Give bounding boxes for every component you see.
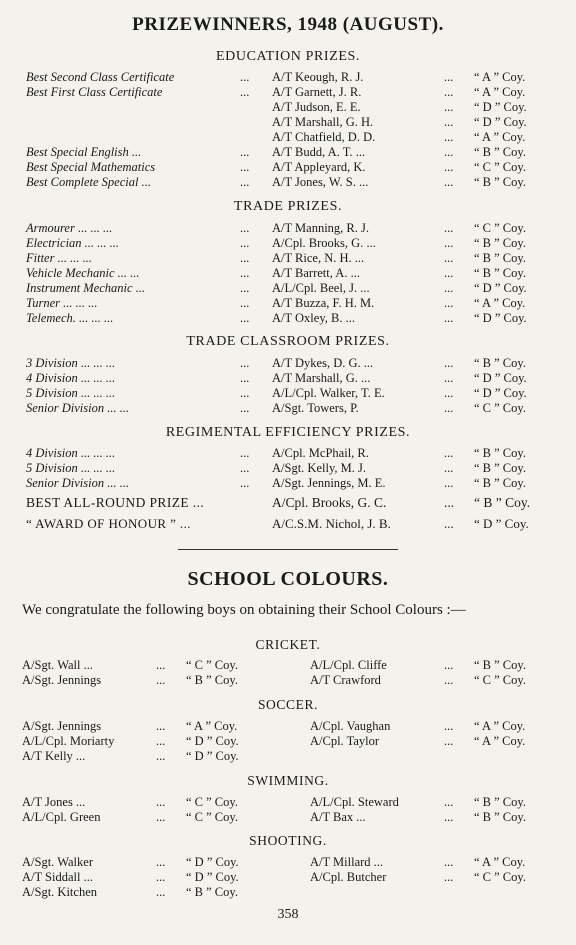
colours-row: A/Sgt. Walker ... “ D ” Coy. A/T Millard ... ... “ A ” Coy. xyxy=(22,855,526,869)
prize-row: Best Complete Special ... ... A/T Jones, W. S. ... ... “ B ” Coy. xyxy=(26,175,526,189)
prize-row: 4 Division ... ... ... ... A/T Marshall, G. ... ... “ D ” Coy. xyxy=(26,371,527,385)
school-colours-heading: SCHOOL COLOURS. xyxy=(187,568,389,590)
prize-row: A/T Chatfield, D. D. ... “ A ” Coy. xyxy=(272,130,526,144)
prize-row: Best Special Mathematics ... A/T Appleyard, K. ... “ C ” Coy. xyxy=(26,160,526,174)
page-title: PRIZEWINNERS, 1948 (AUGUST). xyxy=(132,14,444,35)
section-heading-education: EDUCATION PRIZES. xyxy=(216,49,360,64)
prize-row: Telemech. ... ... ... ... A/T Oxley, B. ... ... “ D ” Coy. xyxy=(26,311,527,325)
prize-row: Electrician ... ... ... ... A/Cpl. Brooks, G. ... ... “ B ” Coy. xyxy=(26,236,526,250)
section-heading-regimental: REGIMENTAL EFFICIENCY PRIZES. xyxy=(165,425,411,440)
prize-row: Armourer ... ... ... ... A/T Manning, R. J. ... “ C ” Coy. xyxy=(26,221,526,235)
prize-row: 5 Division ... ... ... ... A/Sgt. Kelly, M. J. ... “ B ” Coy. xyxy=(26,461,526,475)
prize-row: Best First Class Certificate ... A/T Garnett, J. R. ... “ A ” Coy. xyxy=(26,85,526,99)
colours-row: A/Sgt. Jennings ... “ B ” Coy. A/T Crawford ... “ C ” Coy. xyxy=(22,673,526,687)
prize-row: Senior Division ... ... ... A/Sgt. Towers, P. ... “ C ” Coy. xyxy=(26,401,526,415)
category-heading-soccer: SOCCER. xyxy=(257,697,319,712)
colours-row: A/L/Cpl. Moriarty ... “ D ” Coy. A/Cpl. Taylor ... “ A ” Coy. xyxy=(22,734,526,748)
prize-row: Best Second Class Certificate ... A/T Keough, R. J. ... “ A ” Coy. xyxy=(26,70,526,84)
prize-row: Senior Division ... ... ... A/Sgt. Jennings, M. E. ... “ B ” Coy. xyxy=(26,476,526,490)
colours-row: A/Sgt. Kitchen ... “ B ” Coy. xyxy=(22,885,238,899)
prize-row: 5 Division ... ... ... ... A/L/Cpl. Walker, T. E. ... “ D ” Coy. xyxy=(26,386,527,400)
colours-row: A/Sgt. Wall ... ... “ C ” Coy. A/L/Cpl. Cliffe ... “ B ” Coy. xyxy=(22,658,526,672)
prize-row: Instrument Mechanic ... ... A/L/Cpl. Beel, J. ... ... “ D ” Coy. xyxy=(26,281,527,295)
school-colours-intro: We congratulate the following boys on obtaining their School Colours :— xyxy=(22,602,466,618)
category-heading-cricket: CRICKET. xyxy=(255,637,321,652)
prize-row: Fitter ... ... ... ... A/T Rice, N. H. ... ... “ B ” Coy. xyxy=(26,251,526,265)
section-divider xyxy=(178,549,398,550)
prize-row: Best Special English ... ... A/T Budd, A. T. ... ... “ B ” Coy. xyxy=(26,145,526,159)
prize-row: 3 Division ... ... ... ... A/T Dykes, D. G. ... ... “ B ” Coy. xyxy=(26,356,526,370)
section-heading-trade: TRADE PRIZES. xyxy=(233,199,343,214)
colours-row: A/Sgt. Jennings ... “ A ” Coy. A/Cpl. Vaughan ... “ A ” Coy. xyxy=(22,719,526,733)
prize-row: A/T Marshall, G. H. ... “ D ” Coy. xyxy=(272,115,527,129)
prize-row: A/T Judson, E. E. ... “ D ” Coy. xyxy=(272,100,527,114)
colours-row: A/T Kelly ... ... “ D ” Coy. xyxy=(22,749,239,763)
best-all-round-prize-row: BEST ALL-ROUND PRIZE ... A/Cpl. Brooks, G. C. ... “ B ” Coy. xyxy=(26,495,531,510)
colours-row: A/T Jones ... ... “ C ” Coy. A/L/Cpl. Steward ... “ B ” Coy. xyxy=(22,795,526,809)
section-heading-trade-classroom: TRADE CLASSROOM PRIZES. xyxy=(186,334,390,349)
award-of-honour-row: “ AWARD OF HONOUR ” ... A/C.S.M. Nichol, J. B. ... “ D ” Coy. xyxy=(26,516,529,531)
colours-row: A/T Siddall ... ... “ D ” Coy. A/Cpl. Butcher ... “ C ” Coy. xyxy=(22,870,526,884)
prize-row: Vehicle Mechanic ... ... ... A/T Barrett, A. ... ... “ B ” Coy. xyxy=(26,266,526,280)
page-number: 358 xyxy=(277,907,299,922)
colours-row: A/L/Cpl. Green ... “ C ” Coy. A/T Bax ... ... “ B ” Coy. xyxy=(22,810,526,824)
category-heading-swimming: SWIMMING. xyxy=(247,773,329,788)
prize-row: Turner ... ... ... ... A/T Buzza, F. H. M. ... “ A ” Coy. xyxy=(26,296,526,310)
category-heading-shooting: SHOOTING. xyxy=(249,833,327,848)
prize-row: 4 Division ... ... ... ... A/Cpl. McPhail, R. ... “ B ” Coy. xyxy=(26,446,526,460)
